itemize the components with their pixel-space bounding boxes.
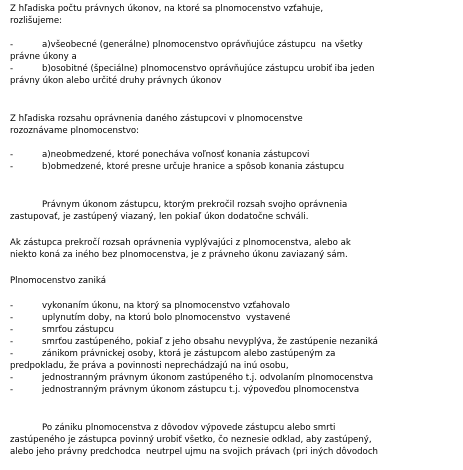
p5-item-5: zánikom právnickej osoby, ktorá je zástupcom alebo zastúpeným za [42, 349, 336, 359]
p2-item-2-dash: - [10, 162, 14, 172]
p5-item-5-dash: - [10, 349, 14, 359]
p5-item-7: jednostranným právnym úkonom zástupcu t.j. výpoveďou plnomocenstva [42, 385, 360, 395]
p6-line-3: alebo jeho právny predchodca neutrpel ujmu na svojich právach (pri iných dôvodoch [10, 447, 378, 457]
p5-item-4: smrťou zastúpeného, pokiaľ z jeho obsahu nevyplýva, že zastúpenie nezaniká [42, 337, 378, 347]
p5-item-2-dash: - [10, 313, 14, 323]
p2-item-2: b)obmedzené, ktoré presne určuje hranice a spôsob konania zástupcu [42, 162, 345, 172]
p4-line-2: niekto koná za iného bez plnomocenstva, je z právneho úkonu zaviazaný sám. [10, 250, 348, 260]
p6-line-2: zastúpeného je zástupca povinný urobiť všetko, čo neznesie odklad, aby zastúpený, [10, 435, 372, 445]
p4-line-1: Ak zástupca prekročí rozsah oprávnenia vyplývajúci z plnomocenstva, alebo ak [10, 238, 351, 248]
p1-item-1-line-1: a)všeobecné (generálne) plnomocenstvo oprávňujúce zástupcu na všetky [42, 40, 363, 50]
p5-heading: Plnomocenstvo zaniká [10, 276, 106, 286]
p3-line-2: zastupovať, je zastúpený viazaný, len pokiaľ úkon dodatočne schváli. [10, 212, 309, 222]
p1-intro-line-2: rozlišujeme: [10, 16, 63, 26]
p5-item-3: smrťou zástupcu [42, 325, 114, 335]
p5-item-2: uplynutím doby, na ktorú bolo plnomocenstvo vystavené [42, 313, 291, 323]
p2-intro-line-1: Z hľadiska rozsahu oprávnenia daného zástupcovi v plnomocenstve [10, 114, 303, 124]
p5-item-5-continued: predpokladu, že práva a povinnosti neprechádzajú na inú osobu, [10, 361, 289, 371]
p5-item-4-dash: - [10, 337, 14, 347]
p1-item-1-line-2: právne úkony a [10, 52, 77, 62]
p1-intro-line-1: Z hľadiska počtu právnych úkonov, na ktoré sa plnomocenstvo vzťahuje, [10, 4, 324, 14]
p5-item-6: jednostranným právnym úkonom zastúpeného t.j. odvolaním plnomocenstva [42, 373, 374, 383]
p1-item-2-line-2: právny úkon alebo určité druhy právnych úkonov [10, 76, 222, 86]
p5-item-1: vykonaním úkonu, na ktorý sa plnomocenstvo vzťahovalo [42, 301, 290, 311]
p2-item-1-dash: - [10, 150, 14, 160]
p1-item-2-line-1: b)osobitné (špeciálne) plnomocenstvo oprávňujúce zástupcu urobiť iba jeden [42, 64, 375, 74]
p5-item-3-dash: - [10, 325, 14, 335]
p5-item-7-dash: - [10, 385, 14, 395]
p5-item-1-dash: - [10, 301, 14, 311]
p6-line-1: Po zániku plnomocenstva z dôvodov výpovede zástupcu alebo smrti [42, 423, 336, 433]
p1-item-2-dash: - [10, 64, 14, 74]
p2-intro-line-2: rozoznávame plnomocenstvo: [10, 126, 140, 136]
p2-item-1: a)neobmedzené, ktoré ponecháva voľnosť konania zástupcovi [42, 150, 310, 160]
p3-line-1: Právnym úkonom zástupcu, ktorým prekročil rozsah svojho oprávnenia [42, 200, 348, 210]
p5-item-6-dash: - [10, 373, 14, 383]
p1-item-1-dash: - [10, 40, 14, 50]
